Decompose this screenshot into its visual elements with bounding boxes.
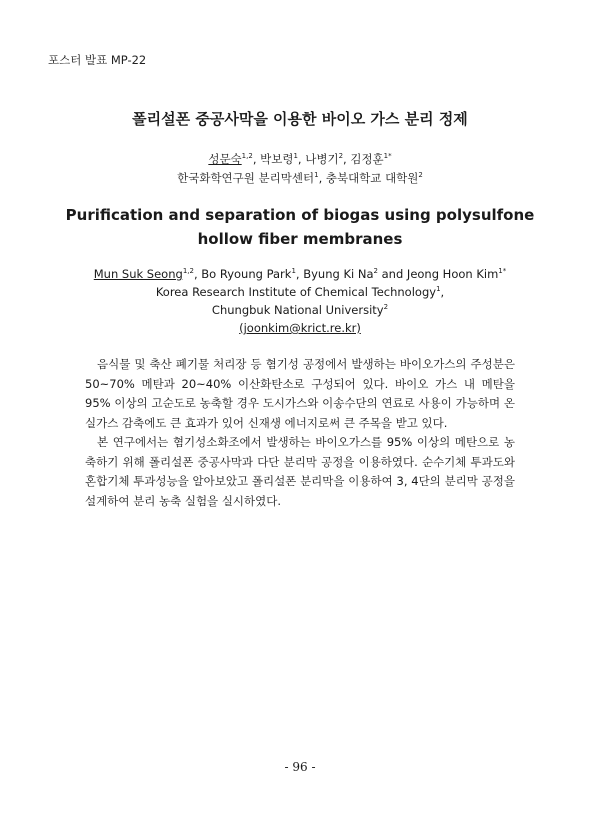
author-name: Byung Ki Na [303, 267, 374, 281]
author-name: 나병기 [305, 152, 339, 166]
affiliation-1: 한국화학연구원 분리막센터 [177, 171, 315, 185]
author-sup: 1* [383, 152, 392, 161]
author-sep: , [193, 267, 202, 281]
author-name: 김정훈 [350, 152, 384, 166]
affiliation-sup: 1 [436, 285, 441, 294]
author-sup: 1 [293, 152, 298, 161]
affiliation-english-1 [0, 283, 600, 301]
abstract [85, 355, 515, 511]
affiliation-2-text: Chungbuk National University [211, 303, 384, 317]
author-sup: 2 [338, 152, 344, 161]
author-sep: , [252, 152, 261, 166]
authors-korean [0, 150, 600, 188]
abstract-paragraph-1: 음식물 및 축산 폐기물 처리장 등 혐기성 공정에서 발생하는 바이오가스의 주성분은 50~70% 메탄과 20~40% 이산화탄소로 구성되어 있다. 바이오 가스 내 메탄을 95% 이상의 고순도로 농축할 경우 도시가스와 이송수단의 연료로 사용이 가능하며 온실가스 감축에도 큰 효과가 있어 신재생 에너지로써 큰 주목을 받고 있다. [85, 357, 515, 430]
affiliation-2: 충북대학교 대학원 [325, 171, 419, 185]
author-list-korean [0, 150, 600, 169]
affiliation-sep: , [318, 171, 326, 185]
poster-label: 포스터 발표 MP-22 [48, 53, 147, 67]
affiliation-sup: 1 [314, 171, 319, 180]
title-english [0, 203, 600, 251]
page-number: - 96 - [284, 760, 316, 774]
affiliation-1-text: Korea Research Institute of Chemical Technology [155, 285, 437, 299]
author-sup: 2 [373, 267, 378, 276]
author-name: Mun Suk Seong [93, 267, 183, 281]
author-sep: , [343, 152, 351, 166]
affiliation-sup: 2 [418, 171, 423, 180]
author-sep: , [295, 267, 304, 281]
author-list-english [0, 265, 600, 283]
author-name: Jeong Hoon Kim [406, 267, 499, 281]
author-sep: , [297, 152, 306, 166]
author-name: 박보령 [260, 152, 294, 166]
affiliation-sup: 2 [383, 303, 389, 312]
author-name: 성문숙 [208, 152, 242, 166]
author-name: Bo Ryoung Park [201, 267, 292, 281]
affiliation-korean [0, 169, 600, 188]
author-sup: 1 [291, 267, 296, 276]
title-english-line-2: hollow fiber membranes [197, 230, 403, 248]
authors-english [0, 265, 600, 337]
abstract-paragraph-2: 본 연구에서는 혐기성소화조에서 발생하는 바이오가스를 95% 이상의 메탄으로 농축하기 위해 폴리설폰 중공사막과 다단 분리막 공정을 이용하였다. 순수기체 투과도와 혼합기체 투과성능을 알아보았고 폴리설폰 분리막을 이용하여 3, 4단의 분리막 공정을 설계하여 분리 농축 실험을 실시하였다. [85, 435, 515, 508]
title-korean: 폴리설폰 중공사막을 이용한 바이오 가스 분리 정제 [132, 110, 468, 128]
email-link[interactable]: (joonkim@krict.re.kr) [239, 321, 361, 335]
affiliation-english-2 [0, 301, 600, 319]
author-sep: and [377, 267, 407, 281]
author-sup: 1* [498, 267, 507, 276]
author-sup: 1,2 [182, 267, 194, 276]
title-english-line-1: Purification and separation of biogas using polysulfone [65, 206, 535, 224]
author-sup: 1,2 [241, 152, 253, 161]
affiliation-end: , [440, 285, 445, 299]
